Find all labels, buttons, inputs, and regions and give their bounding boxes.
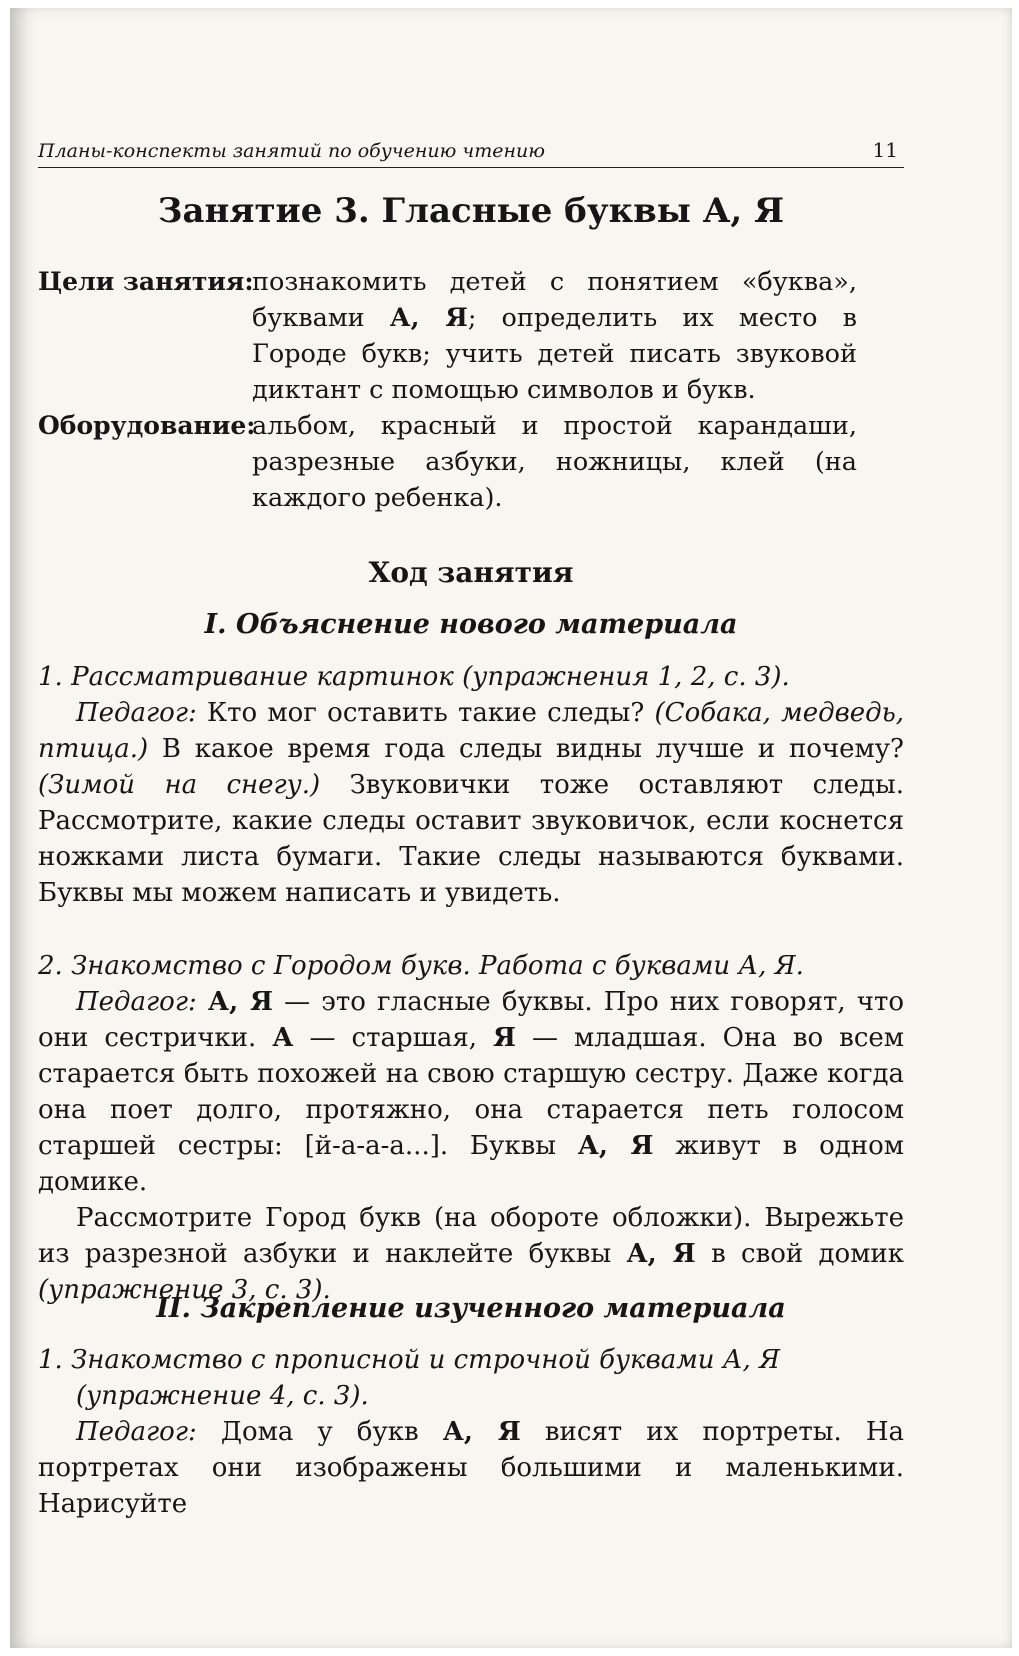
item-paragraph: Педагог: Дома у букв А, Я висят их портреты. На портретах они изображены большими и маленькими. Нарисуйте (38, 1417, 904, 1519)
item-paragraph: Рассмотрите Город букв (на обороте обложки). Вырежьте из разрезной азбуки и наклейте буквы А, Я в свой домик (упражнение 3, с. 3). (38, 1203, 905, 1305)
answer: (Зимой на снегу.) (38, 770, 321, 800)
item-title: 1. Знакомство с прописной и строчной буквами А, Я (38, 1345, 780, 1375)
section-2-item-1 (38, 1342, 904, 1522)
lesson-title: Занятие 3. Гласные буквы А, Я (157, 191, 785, 231)
equipment-row (38, 408, 904, 516)
speaker-label: Педагог: (76, 698, 197, 728)
exercise-reference: (упражнение 3, с. 3). (38, 1275, 331, 1305)
goals-text: познакомить детей с понятием «буква», буквами А, Я; определить их место в Городе букв; учить детей писать звуковой диктант с помощью символов и букв. (252, 267, 858, 405)
equipment-text: альбом, красный и простой карандаши, разрезные азбуки, ножницы, клей (на каждого ребенка). (252, 411, 857, 513)
section-1-item-1 (38, 659, 904, 911)
book-page (10, 8, 1012, 1648)
speaker-label: Педагог: (76, 987, 197, 1017)
answer: (Собака, медведь, птица.) (38, 698, 904, 764)
section-1-item-2 (38, 948, 904, 1308)
lesson-meta (38, 264, 904, 516)
section-1-heading: I. Объяснение нового материала (204, 609, 738, 640)
page-number: 11 (872, 138, 898, 162)
goals-row (38, 264, 904, 408)
item-paragraph: Педагог: А, Я — это гласные буквы. Про них говорят, что они сестрички. А — старшая, Я — младшая. Она во всем старается быть похожей на свою старшую сестру. Даже когда она поет долго, протяжно, она старается петь голосом старшей сестры: [й-а-а-а...]. Буквы А, Я живут в одном домике. (38, 987, 905, 1197)
section-2-heading: II. Закрепление изученного материала (156, 1293, 786, 1324)
goals-letters: А, Я (389, 303, 468, 333)
running-title: Планы-конспекты занятий по обучению чтению (38, 140, 545, 162)
item-title: 2. Знакомство с Городом букв. Работа с буквами А, Я. (38, 951, 804, 981)
running-header (38, 138, 904, 168)
equipment-label: Оборудование: (38, 411, 256, 440)
item-paragraph: Педагог: Кто мог оставить такие следы? (Собака, медведь, птица.) В какое время года следы видны лучше и почему? (Зимой на снегу.) Звуковички тоже оставляют следы. Рассмотрите, какие следы оставит звуковичок, если коснется ножками листа бумаги. Такие следы называются буквами. Буквы мы можем написать и увидеть. (38, 698, 905, 908)
course-heading: Ход занятия (368, 556, 574, 589)
speaker-label: Педагог: (76, 1417, 197, 1447)
goals-label: Цели занятия: (38, 267, 254, 296)
item-title: 1. Рассматривание картинок (упражнения 1, 2, с. 3). (38, 662, 790, 692)
item-title-continued: (упражнение 4, с. 3). (76, 1381, 369, 1411)
